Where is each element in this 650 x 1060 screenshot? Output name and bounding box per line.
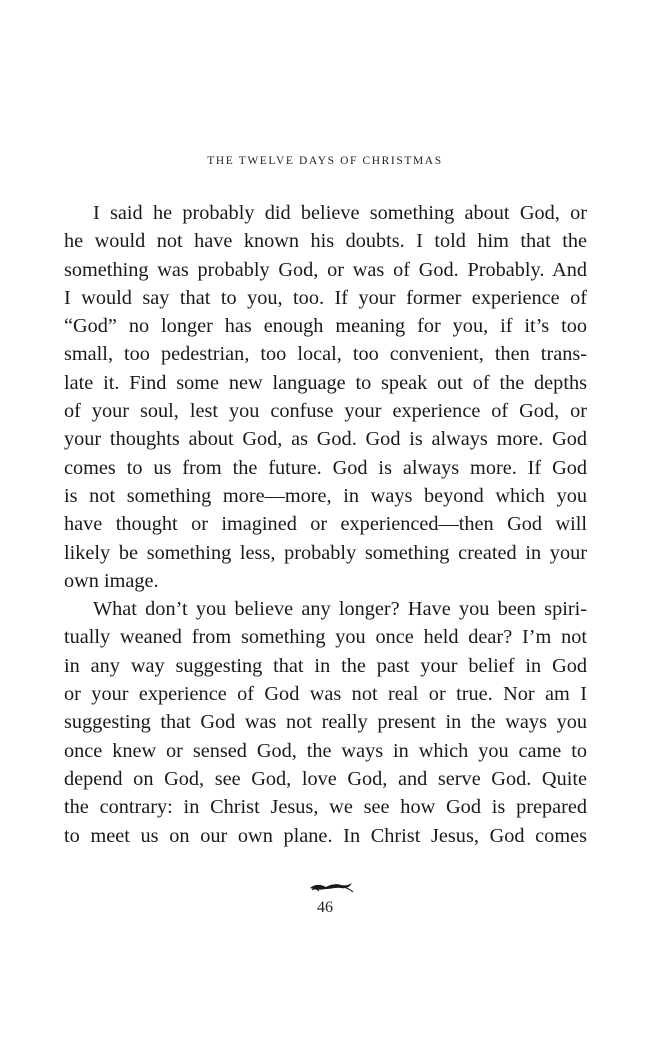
text-line: What don’t you believe any longer? Have you been spiri- (93, 598, 587, 621)
text-line: have thought or imagined or experienced—then God will (64, 513, 587, 536)
text-line: comes to us from the future. God is always more. If God (64, 456, 587, 479)
text-line: is not something more—more, in ways beyond which you (64, 484, 587, 507)
text-line: the contrary: in Christ Jesus, we see how God is prepared (64, 796, 587, 819)
text-line: something was probably God, or was of God. Probably. And (64, 258, 587, 281)
fleuron-ornament-icon (308, 880, 354, 894)
text-line: of your soul, lest you confuse your experience of God, or (64, 400, 587, 423)
text-line: late it. Find some new language to speak out of the depths (64, 371, 587, 394)
page-number: 46 (317, 899, 333, 916)
text-line: likely be something less, probably something created in your (64, 541, 587, 564)
text-line: or your experience of God was not real or true. Nor am I (64, 683, 587, 706)
text-line: once knew or sensed God, the ways in which you came to (64, 739, 587, 762)
text-line: suggesting that God was not really present in the ways you (64, 711, 587, 734)
text-line: I would say that to you, too. If your former experience of (64, 286, 587, 309)
text-line: I said he probably did believe something about God, or (93, 202, 587, 224)
text-line: in any way suggesting that in the past your belief in God (64, 654, 587, 677)
text-line: tually weaned from something you once held dear? I’m not (64, 626, 587, 649)
body-text (64, 199, 587, 850)
text-line: “God” no longer has enough meaning for you, if it’s too (64, 315, 587, 338)
text-line: depend on God, see God, love God, and serve God. Quite (64, 767, 587, 790)
text-line: he would not have known his doubts. I told him that the (64, 230, 587, 253)
running-head: THE TWELVE DAYS OF CHRISTMAS (207, 155, 443, 167)
text-line: to meet us on our own plane. In Christ Jesus, God comes (64, 824, 587, 847)
text-line: own image. (64, 569, 159, 592)
text-line: your thoughts about God, as God. God is always more. God (64, 428, 587, 451)
text-line: small, too pedestrian, too local, too convenient, then trans- (64, 343, 587, 366)
